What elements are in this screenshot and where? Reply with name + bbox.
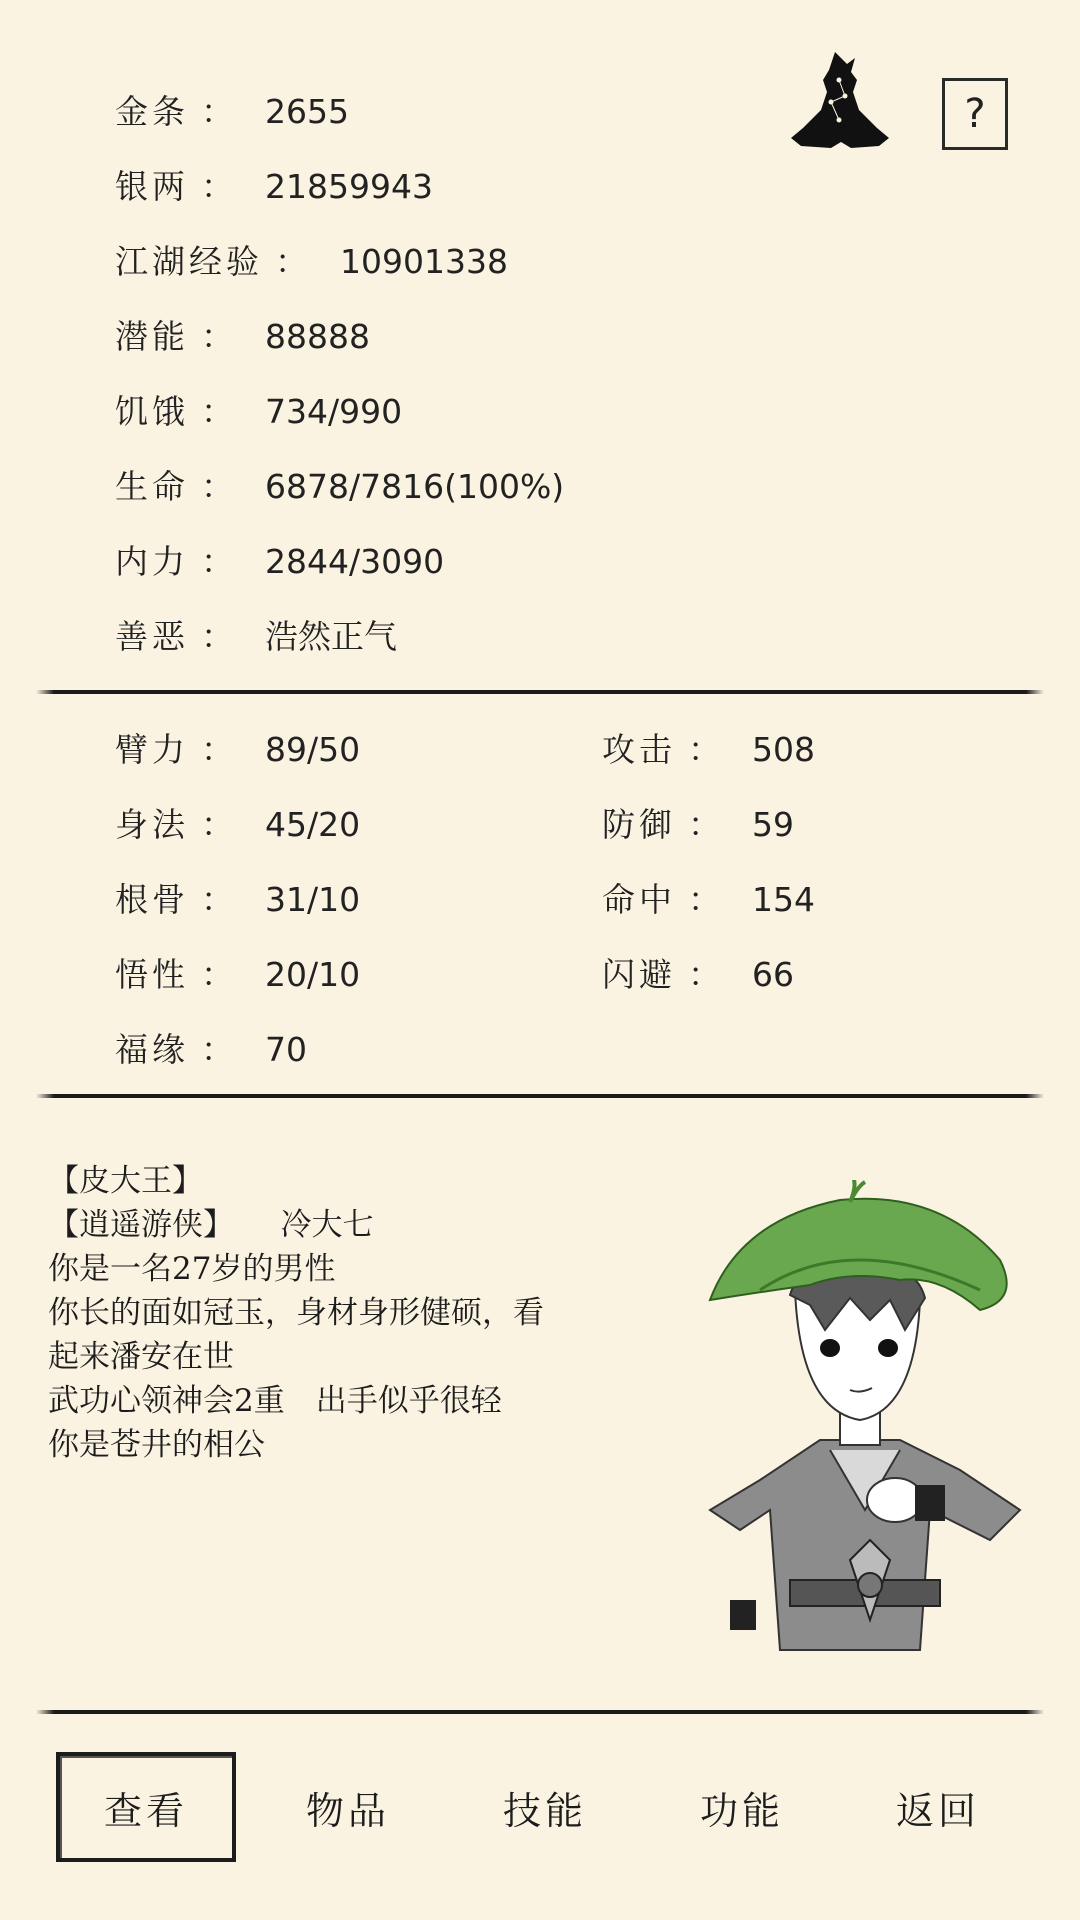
stat-row	[115, 607, 615, 667]
stat-row	[602, 870, 1080, 930]
stat-row	[115, 157, 615, 217]
stat-value: 59	[752, 805, 794, 844]
stat-row	[115, 232, 615, 292]
stat-colon: ：	[201, 542, 234, 581]
tab-functions[interactable]: 功能	[699, 1788, 784, 1833]
divider	[38, 1094, 1042, 1098]
stat-label: 防御	[602, 805, 676, 844]
stat-row	[115, 382, 615, 442]
stat-row	[115, 532, 615, 592]
stat-row	[115, 795, 615, 855]
stat-colon: ：	[201, 1030, 234, 1069]
stat-label: 饥饿	[115, 392, 189, 431]
stat-row	[115, 870, 615, 930]
stat-value: 2655	[265, 92, 349, 131]
stat-value: 89/50	[265, 730, 361, 769]
stat-colon: ：	[201, 617, 234, 656]
bio-age-gender: 你是一名27岁的男性	[48, 1251, 336, 1287]
stat-label: 内力	[115, 542, 189, 581]
bio-appearance-cont: 起来潘安在世	[48, 1339, 234, 1375]
stat-row	[115, 82, 615, 142]
stat-colon: ：	[201, 392, 234, 431]
stat-value: 45/20	[265, 805, 361, 844]
stat-value: 6878/7816(100%)	[265, 467, 565, 506]
stat-value: 21859943	[265, 167, 433, 206]
meditating-figure-logo-icon	[785, 50, 895, 160]
stat-label: 身法	[115, 805, 189, 844]
stat-value: 20/10	[265, 955, 361, 994]
stat-value: 88888	[265, 317, 370, 356]
stat-colon: ：	[201, 317, 234, 356]
stat-label: 金条	[115, 92, 189, 131]
tab-view[interactable]: 查看	[56, 1752, 236, 1862]
stat-row	[602, 795, 1080, 855]
stat-colon: ：	[688, 880, 721, 919]
bio-title-name: 【逍遥游侠】 冷大七	[48, 1207, 374, 1243]
stat-value: 浩然正气	[265, 617, 397, 656]
stat-label: 命中	[602, 880, 676, 919]
stat-label: 银两	[115, 167, 189, 206]
stat-value: 31/10	[265, 880, 361, 919]
stat-label: 江湖经验	[115, 242, 263, 281]
stat-label: 福缘	[115, 1030, 189, 1069]
bio-title: 【皮大王】	[48, 1163, 203, 1199]
stat-row	[115, 720, 615, 780]
stat-value: 70	[265, 1030, 307, 1069]
stat-label: 生命	[115, 467, 189, 506]
stat-colon: ：	[275, 242, 308, 281]
stat-colon: ：	[201, 805, 234, 844]
stat-label: 潜能	[115, 317, 189, 356]
stat-colon: ：	[201, 880, 234, 919]
stat-row	[115, 307, 615, 367]
stat-colon: ：	[201, 167, 234, 206]
stat-colon: ：	[688, 955, 721, 994]
stat-row	[115, 457, 615, 517]
stat-colon: ：	[201, 92, 234, 131]
stat-label: 根骨	[115, 880, 189, 919]
stat-value: 508	[752, 730, 815, 769]
stat-label: 臂力	[115, 730, 189, 769]
stat-label: 悟性	[115, 955, 189, 994]
stat-colon: ：	[201, 955, 234, 994]
stat-colon: ：	[201, 467, 234, 506]
tab-back[interactable]: 返回	[895, 1788, 980, 1833]
character-bio	[48, 1160, 544, 1468]
stat-label: 攻击	[602, 730, 676, 769]
stat-value: 66	[752, 955, 794, 994]
divider	[38, 690, 1042, 694]
stat-value: 2844/3090	[265, 542, 445, 581]
stat-value: 10901338	[340, 242, 508, 281]
stat-row	[602, 945, 1080, 1005]
stat-label: 闪避	[602, 955, 676, 994]
divider	[38, 1710, 1042, 1714]
stat-colon: ：	[201, 730, 234, 769]
stat-colon: ：	[688, 730, 721, 769]
stat-row	[602, 720, 1080, 780]
stat-colon: ：	[688, 805, 721, 844]
stat-value: 154	[752, 880, 815, 919]
bio-martial-level: 武功心领神会2重 出手似乎很轻	[48, 1383, 502, 1419]
character-portrait	[700, 1180, 1030, 1660]
bio-appearance: 你长的面如冠玉，身材身形健硕，看	[48, 1295, 544, 1331]
tab-items[interactable]: 物品	[305, 1788, 390, 1833]
stat-value: 734/990	[265, 392, 403, 431]
help-button[interactable]: ?	[942, 78, 1008, 150]
stat-row	[115, 945, 615, 1005]
tab-skills[interactable]: 技能	[502, 1788, 587, 1833]
stat-row	[115, 1020, 615, 1080]
bio-relationship: 你是苍井的相公	[48, 1427, 265, 1463]
stat-label: 善恶	[115, 617, 189, 656]
